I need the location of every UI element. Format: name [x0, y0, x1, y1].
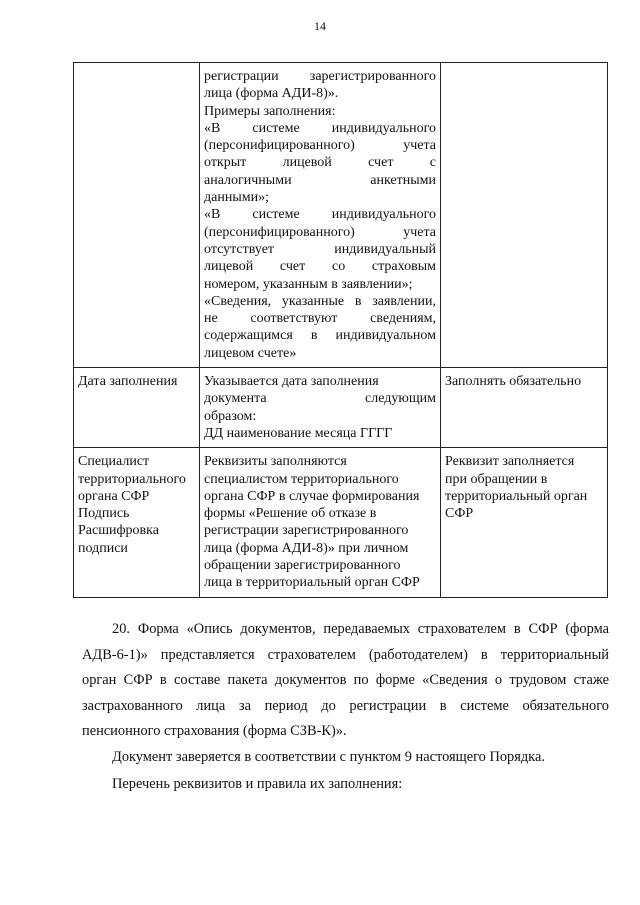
requirement-cell — [441, 63, 608, 368]
requirement-line: СФР — [445, 506, 474, 522]
field-line: Подпись — [78, 506, 130, 522]
rule-cell — [200, 448, 441, 597]
requirement-cell: Заполнять обязательно — [441, 368, 608, 448]
rule-line: Указывается дата заполнения — [204, 374, 379, 390]
rule-line: аналогичными анкетными — [204, 172, 436, 188]
rule-line: органа СФР в случае формирования — [204, 488, 420, 504]
table-row — [74, 63, 608, 368]
rule-line: «В системе индивидуального — [204, 207, 436, 223]
rule-cell — [200, 368, 441, 448]
rule-line: не соответствуют сведениям, — [204, 311, 436, 327]
rule-cell — [200, 63, 441, 368]
rule-line: «Сведения, указанные в заявлении, — [204, 293, 436, 309]
rule-line: специалистом территориального — [204, 471, 399, 487]
rule-line: обращении зарегистрированного — [204, 558, 401, 574]
rule-line: номером, указанным в заявлении»; — [204, 276, 413, 292]
rule-line: лицевом счете» — [204, 345, 297, 361]
rule-line: лица в территориальный орган СФР — [204, 575, 420, 591]
requirement-cell — [441, 448, 608, 597]
field-line: Специалист — [78, 454, 150, 470]
requirement-line: территориальный орган — [445, 488, 588, 504]
field-cell — [74, 63, 200, 368]
rule-line: лицевой счет со страховым — [204, 259, 436, 275]
rule-line: данными»; — [204, 190, 269, 206]
field-line: органа СФР — [78, 488, 150, 504]
rule-line: лица (форма АДИ-8)» при личном — [204, 540, 409, 556]
rule-line: отсутствует индивидуальный — [204, 241, 436, 257]
field-line: подписи — [78, 540, 128, 556]
rule-line: лица (форма АДИ-8)». — [204, 86, 339, 102]
rule-line: ДД наименование месяца ГГГГ — [204, 425, 393, 441]
rule-line: регистрации зарегистрированного — [204, 69, 436, 84]
certification-paragraph: Документ заверяется в соответствии с пунктом 9 настоящего Порядка. — [112, 749, 545, 765]
rule-line: открыт лицевой счет с — [204, 155, 436, 171]
field-line: территориального — [78, 471, 186, 487]
rule-line: содержащимся в индивидуальном — [204, 328, 436, 344]
rule-line: «В системе индивидуального — [204, 120, 436, 136]
paragraph-line: орган СФР в составе пакета документов по форме «Сведения о трудовом стаже — [82, 672, 609, 688]
requisites-table — [73, 62, 608, 598]
table-row — [74, 368, 608, 448]
rule-line: регистрации зарегистрированного — [204, 523, 409, 539]
rule-line: Реквизиты заполняются — [204, 454, 347, 470]
requirement-line: Реквизит заполняется — [445, 454, 575, 470]
rule-line: образом: — [204, 408, 257, 424]
rule-line: (персонифицированного) учета — [204, 224, 436, 240]
field-cell: Дата заполнения — [74, 368, 200, 448]
paragraph-line: застрахованного лица за период до регистрации в системе обязательного — [82, 697, 609, 714]
field-cell — [74, 448, 200, 597]
requisites-list-intro: Перечень реквизитов и правила их заполнения: — [112, 776, 403, 792]
rule-line: документа следующим — [204, 391, 436, 407]
rule-line: формы «Решение об отказе в — [204, 506, 377, 522]
table-row — [74, 448, 608, 597]
page-number: 14 — [314, 19, 326, 33]
paragraph-line: АДВ-6-1)» представляется страхователем (работодателем) в территориальный — [82, 646, 609, 663]
rule-line: Примеры заполнения: — [204, 103, 336, 119]
requirement-line: при обращении в — [445, 471, 548, 487]
rule-line: (персонифицированного) учета — [204, 138, 436, 154]
paragraph-line: 20. Форма «Опись документов, передаваемых страхователем в СФР (форма — [112, 621, 609, 637]
field-line: Расшифровка — [78, 523, 159, 539]
paragraph-20 — [82, 617, 609, 745]
paragraph-line: пенсионного страхования (форма СЗВ-К)». — [82, 723, 347, 739]
